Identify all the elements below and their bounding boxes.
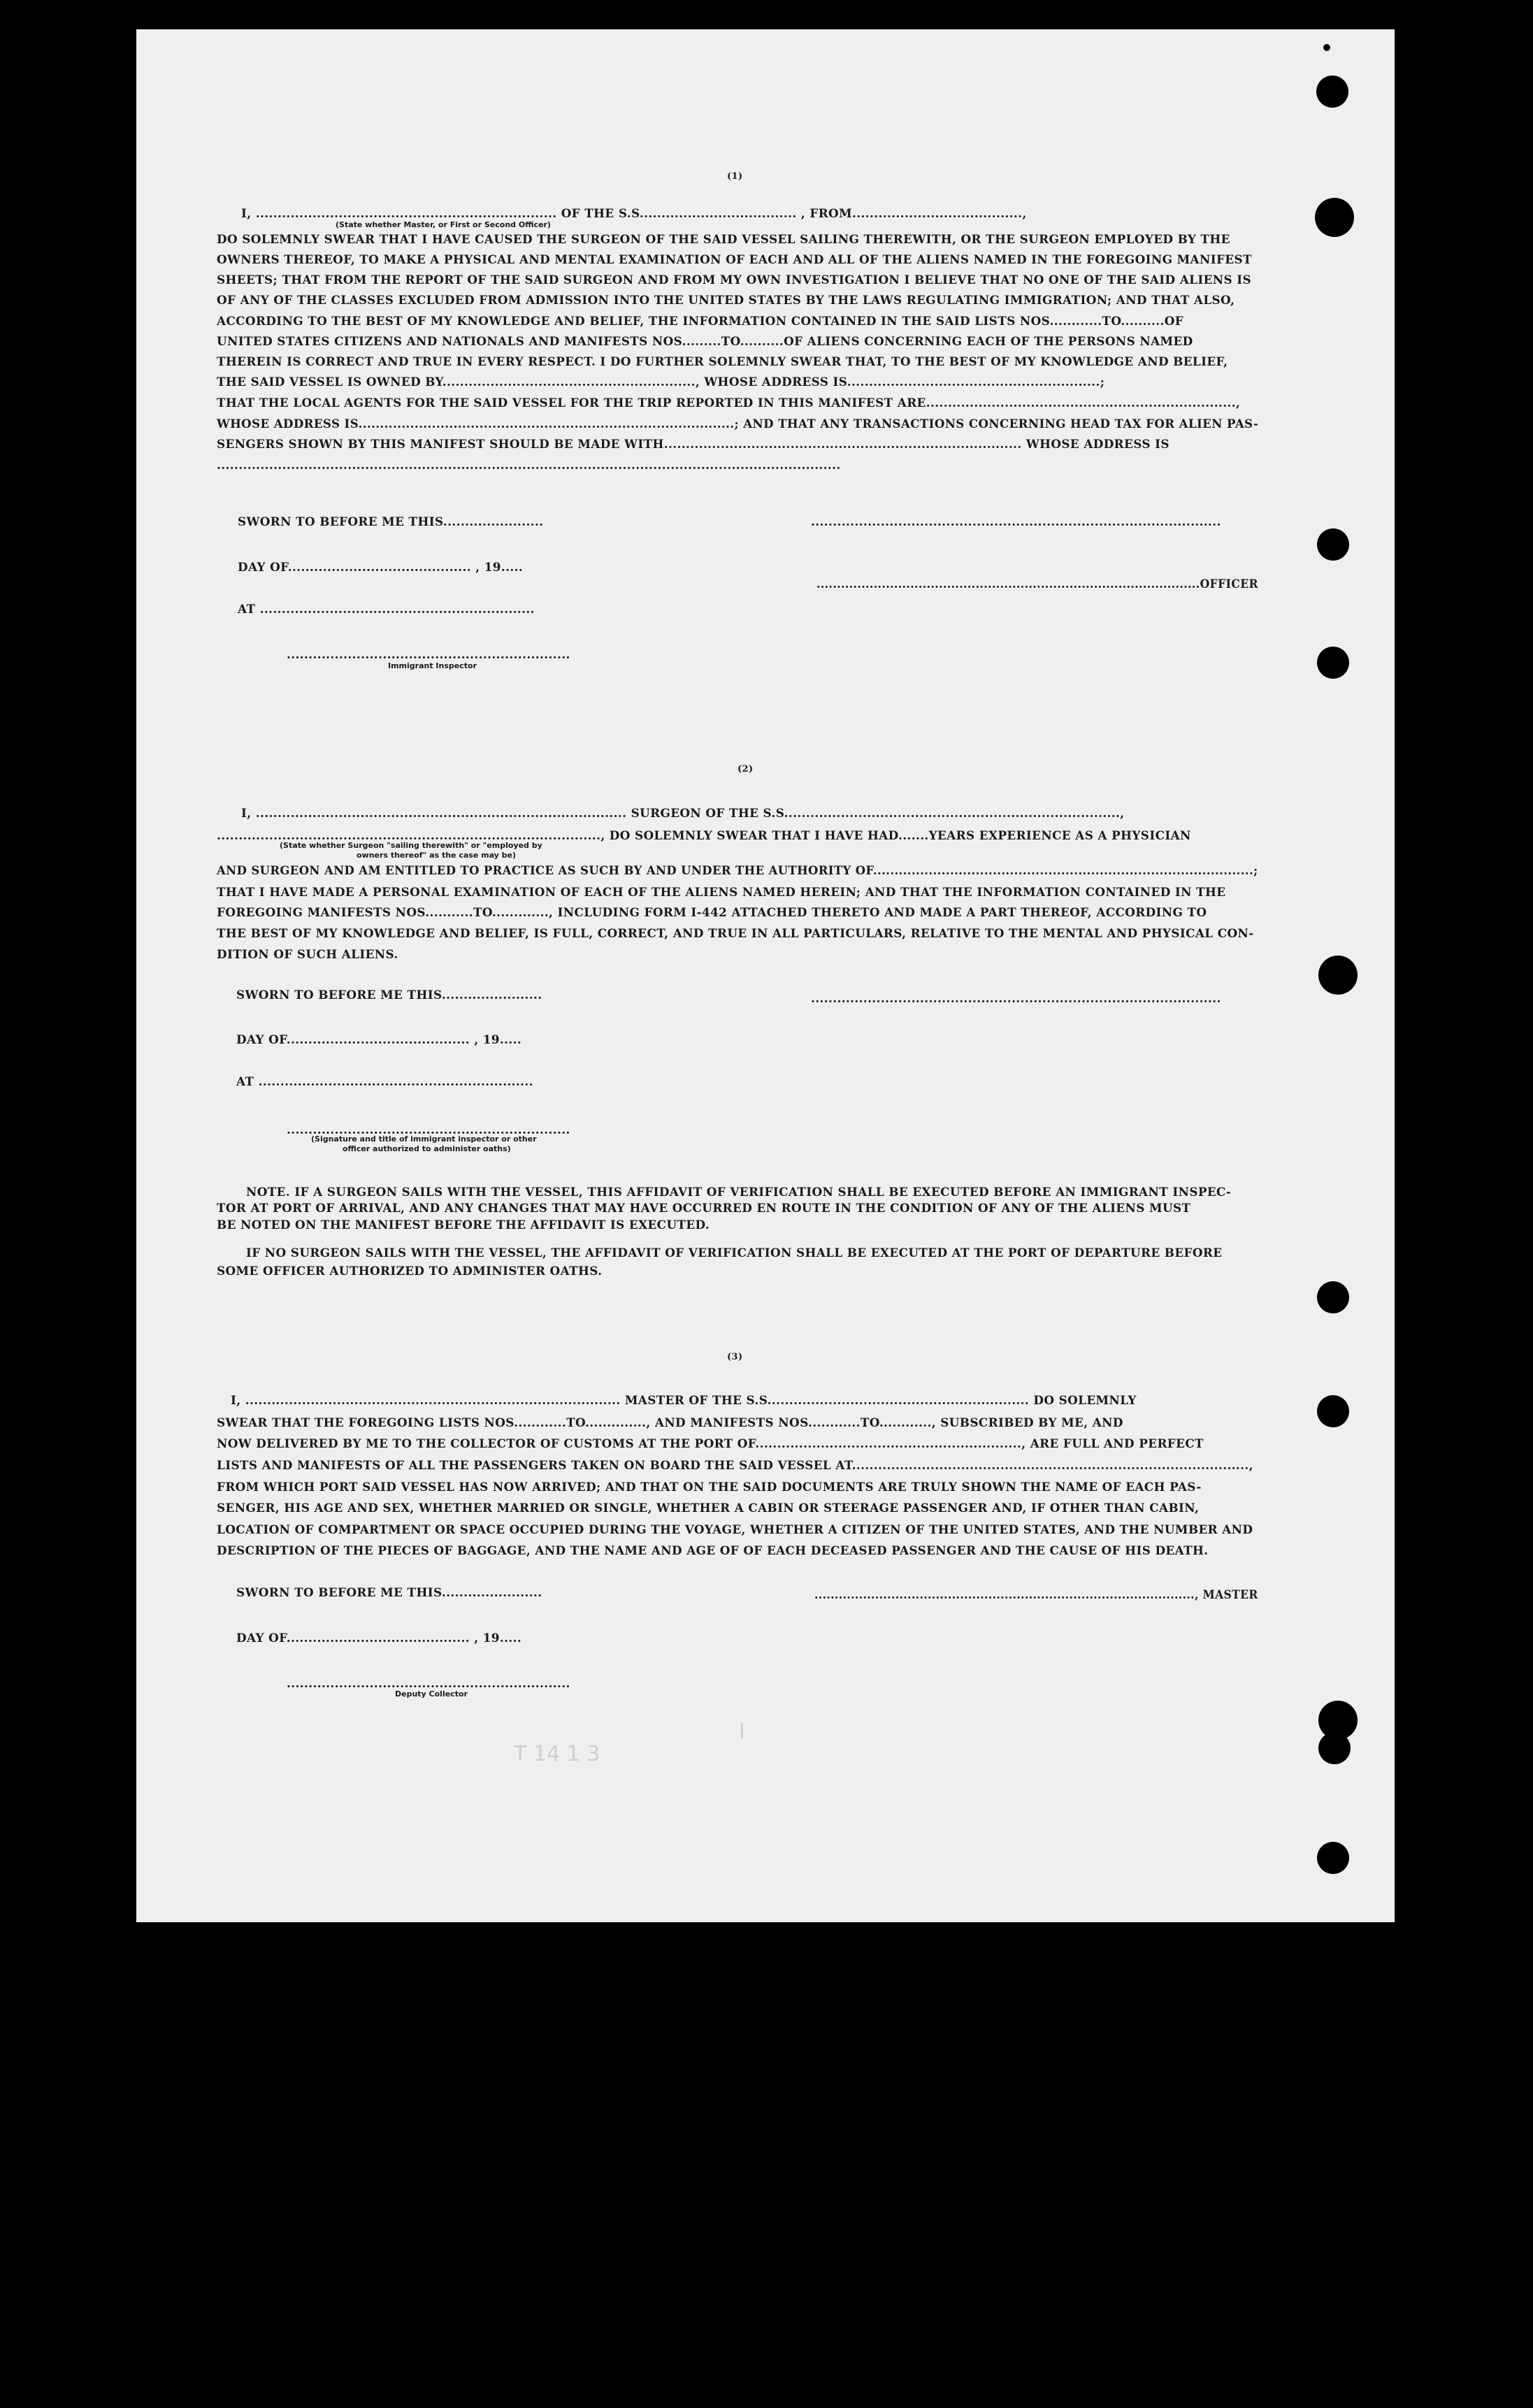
section-1-line: SENGERS SHOWN BY THIS MANIFEST SHOULD BE MADE WITH.................................................................................. WHOSE ADDRESS IS — [217, 437, 1169, 451]
section-1-line: ACCORDING TO THE BEST OF MY KNOWLEDGE AND BELIEF, THE INFORMATION CONTAINED IN THE SAID LISTS NOS............TO..........OF — [217, 314, 1184, 328]
collector-signature-line: ................................................................. — [287, 1676, 570, 1690]
officer-signature-line: ..............................................................................................OFFICER — [816, 577, 1258, 591]
pencil-annotation: T 14 1 3 — [514, 1742, 600, 1766]
punch-hole — [1317, 1395, 1349, 1427]
right-signature-line: .............................................................................................. — [811, 514, 1221, 528]
inspector-signature-line: ................................................................. — [287, 647, 570, 661]
collector-caption: Deputy Collector — [395, 1689, 468, 1699]
section-3-line: LOCATION OF COMPARTMENT OR SPACE OCCUPIED DURING THE VOYAGE, WHETHER A CITIZEN OF THE UNITED STATES, AND THE NUMBER AND — [217, 1522, 1253, 1536]
section-3-line: SWEAR THAT THE FOREGOING LISTS NOS............TO.............., AND MANIFESTS NOS............TO............, SUBSCRIBED BY ME, AND — [217, 1415, 1123, 1429]
day-line: DAY OF.......................................... , 19..... — [236, 1032, 522, 1046]
section-1-line: THAT THE LOCAL AGENTS FOR THE SAID VESSEL FOR THE TRIP REPORTED IN THIS MANIFEST ARE......................................................................., — [217, 396, 1241, 410]
section-1-number: (1) — [727, 171, 743, 182]
section-1-line: THE SAID VESSEL IS OWNED BY.........................................................., WHOSE ADDRESS IS..........................................................; — [217, 375, 1105, 389]
section-2-number: (2) — [737, 764, 754, 774]
section-1-line: ............................................................................................................................................... — [217, 458, 841, 472]
punch-hole — [1317, 647, 1349, 679]
pencil-annotation: I — [739, 1720, 745, 1744]
section-2-line: THE BEST OF MY KNOWLEDGE AND BELIEF, IS FULL, CORRECT, AND TRUE IN ALL PARTICULARS, RELATIVE TO THE MENTAL AND PHYSICAL CON- — [217, 926, 1254, 940]
section-2-line: AND SURGEON AND AM ENTITLED TO PRACTICE AS SUCH BY AND UNDER THE AUTHORITY OF.........................................................................................; — [217, 863, 1258, 877]
section-3-line: I, ...................................................................................... MASTER OF THE S.S............................................................ DO SOLEMNLY — [231, 1393, 1137, 1407]
at-line: AT ............................................................... — [238, 602, 535, 616]
punch-hole — [1317, 1842, 1349, 1874]
section-2-line: I, ..................................................................................... SURGEON OF THE S.S............................................................................., — [241, 806, 1125, 820]
master-signature-line: .............................................................................................., MASTER — [814, 1587, 1258, 1601]
inspector-signature-line: ................................................................. — [287, 1123, 570, 1137]
section-2-line: FOREGOING MANIFESTS NOS...........TO............., INCLUDING FORM I-442 ATTACHED THERETO AND MADE A PART THEREOF, ACCORDING TO — [217, 905, 1207, 919]
sworn-line: SWORN TO BEFORE ME THIS....................... — [236, 1585, 542, 1599]
section-3-line: NOW DELIVERED BY ME TO THE COLLECTOR OF CUSTOMS AT THE PORT OF............................................................., ARE FULL AND PERFECT — [217, 1436, 1204, 1450]
section-1-line: SHEETS; THAT FROM THE REPORT OF THE SAID SURGEON AND FROM MY OWN INVESTIGATION I BELIEVE THAT NO ONE OF THE SAID ALIENS IS — [217, 273, 1252, 287]
sworn-line: SWORN TO BEFORE ME THIS....................... — [238, 514, 544, 528]
section-3-number: (3) — [727, 1352, 743, 1362]
note-line: BE NOTED ON THE MANIFEST BEFORE THE AFFIDAVIT IS EXECUTED. — [217, 1218, 710, 1232]
section-1-line: THEREIN IS CORRECT AND TRUE IN EVERY RESPECT. I DO FURTHER SOLEMNLY SWEAR THAT, TO THE BEST OF MY KNOWLEDGE AND BELIEF, — [217, 354, 1228, 368]
day-line: DAY OF.......................................... , 19..... — [238, 560, 524, 574]
note-line: SOME OFFICER AUTHORIZED TO ADMINISTER OATHS. — [217, 1264, 603, 1278]
sworn-line: SWORN TO BEFORE ME THIS....................... — [236, 988, 542, 1002]
note-line: TOR AT PORT OF ARRIVAL, AND ANY CHANGES THAT MAY HAVE OCCURRED EN ROUTE IN THE CONDITION OF ANY OF THE ALIENS MUST — [217, 1201, 1191, 1215]
section-2-line: DITION OF SUCH ALIENS. — [217, 947, 398, 961]
section-1-line: WHOSE ADDRESS IS.......................................................................................; AND THAT ANY TRANSACTIONS CONCERNING HEAD TAX FOR ALIEN PAS- — [217, 417, 1259, 431]
section-2-line: THAT I HAVE MADE A PERSONAL EXAMINATION OF EACH OF THE ALIENS NAMED HEREIN; AND THAT THE INFORMATION CONTAINED IN THE — [217, 885, 1226, 899]
signature-caption: (Signature and title of immigrant inspector or other — [311, 1134, 537, 1144]
inspector-caption: Immigrant Inspector — [388, 661, 477, 670]
note-line: IF NO SURGEON SAILS WITH THE VESSEL, THE AFFIDAVIT OF VERIFICATION SHALL BE EXECUTED AT THE PORT OF DEPARTURE BEFORE — [246, 1246, 1223, 1260]
right-signature-line: .............................................................................................. — [811, 991, 1221, 1005]
section-1-caption: (State whether Master, or First or Second Officer) — [336, 220, 551, 229]
punch-hole — [1318, 1732, 1351, 1764]
section-1-line: I, ..................................................................... OF THE S.S.................................... , FROM......................................., — [241, 206, 1027, 220]
section-1-line: OF ANY OF THE CLASSES EXCLUDED FROM ADMISSION INTO THE UNITED STATES BY THE LAWS REGULATING IMMIGRATION; AND THAT ALSO, — [217, 293, 1235, 307]
section-1-line: UNITED STATES CITIZENS AND NATIONALS AND MANIFESTS NOS.........TO..........OF ALIENS CONCERNING EACH OF THE PERSONS NAMED — [217, 334, 1193, 348]
punch-hole — [1323, 44, 1330, 51]
section-3-line: DESCRIPTION OF THE PIECES OF BAGGAGE, AND THE NAME AND AGE OF OF EACH DECEASED PASSENGER AND THE CAUSE OF HIS DEATH. — [217, 1543, 1209, 1557]
day-line: DAY OF.......................................... , 19..... — [236, 1631, 522, 1645]
section-3-line: LISTS AND MANIFESTS OF ALL THE PASSENGERS TAKEN ON BOARD THE SAID VESSEL AT..........................................................................................., — [217, 1458, 1253, 1472]
at-line: AT ............................................................... — [236, 1074, 533, 1088]
punch-hole — [1317, 528, 1349, 561]
section-2-caption: (State whether Surgeon "sailing therewith" or "employed by — [280, 841, 542, 850]
section-3-line: SENGER, HIS AGE AND SEX, WHETHER MARRIED OR SINGLE, WHETHER A CABIN OR STEERAGE PASSENGER AND, IF OTHER THAN CABIN, — [217, 1501, 1200, 1515]
punch-hole — [1318, 956, 1358, 995]
punch-hole — [1315, 198, 1354, 237]
note-line: NOTE. IF A SURGEON SAILS WITH THE VESSEL, THIS AFFIDAVIT OF VERIFICATION SHALL BE EXECUTED BEFORE AN IMMIGRANT INSPEC- — [246, 1185, 1232, 1199]
punch-hole — [1317, 1281, 1349, 1313]
section-3-line: FROM WHICH PORT SAID VESSEL HAS NOW ARRIVED; AND THAT ON THE SAID DOCUMENTS ARE TRULY SHOWN THE NAME OF EACH PAS- — [217, 1480, 1202, 1494]
section-1-line: OWNERS THEREOF, TO MAKE A PHYSICAL AND MENTAL EXAMINATION OF EACH AND ALL OF THE ALIENS NAMED IN THE FOREGOING MANIFEST — [217, 252, 1252, 266]
section-1-line: DO SOLEMNLY SWEAR THAT I HAVE CAUSED THE SURGEON OF THE SAID VESSEL SAILING THEREWITH, OR THE SURGEON EMPLOYED BY THE — [217, 232, 1230, 246]
signature-caption: officer authorized to administer oaths) — [343, 1144, 511, 1153]
section-2-caption: owners thereof" as the case may be) — [357, 851, 517, 860]
punch-hole — [1316, 75, 1348, 108]
section-2-line: ........................................................................................, DO SOLEMNLY SWEAR THAT I HAVE HAD.......YEARS EXPERIENCE AS A PHYSICIAN — [217, 828, 1191, 842]
